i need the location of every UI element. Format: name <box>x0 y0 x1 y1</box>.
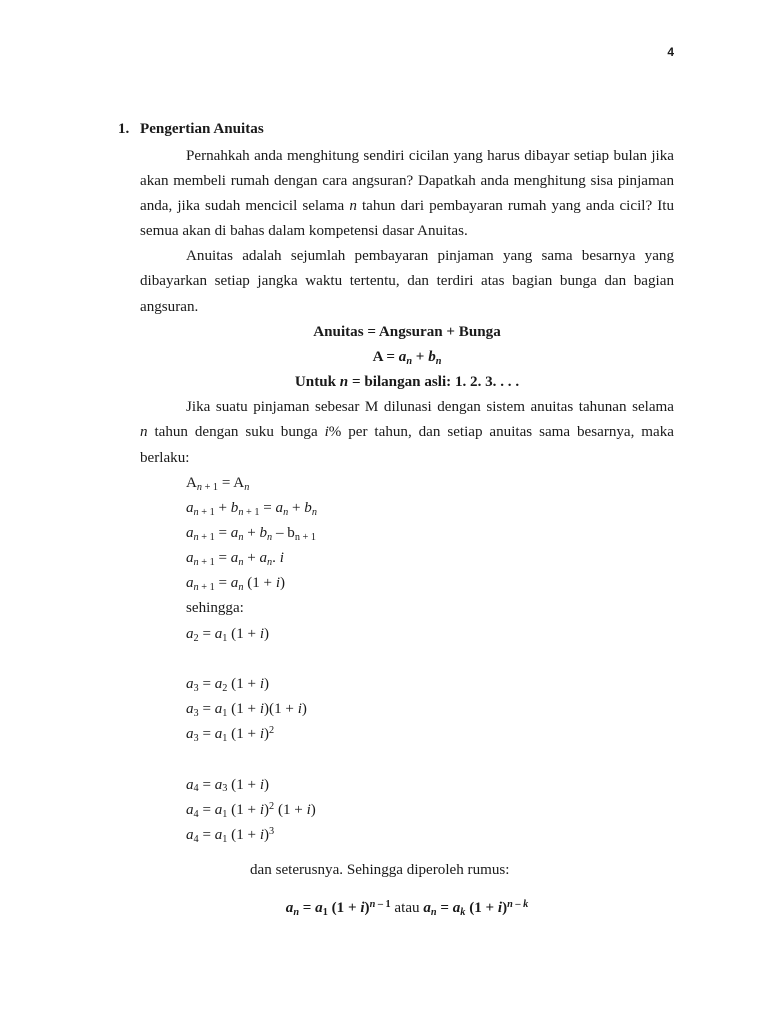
text-run: a <box>398 348 407 365</box>
subscript: n <box>283 506 289 518</box>
text-run: a <box>285 900 294 917</box>
text-run: n <box>140 424 148 441</box>
subscript: n <box>238 557 244 569</box>
derivation-steps-line <box>186 546 674 571</box>
subscript: n <box>293 907 300 919</box>
text-run: (1 + <box>465 900 498 917</box>
subscript: 4 <box>193 808 199 820</box>
text-run: A = <box>372 348 399 365</box>
loan-paragraph-line <box>140 446 674 471</box>
derivation-a3-line <box>186 672 674 697</box>
subscript: n <box>406 355 413 367</box>
definition-formulas-line <box>140 345 674 370</box>
superscript: k <box>523 899 529 911</box>
text-run: = <box>198 826 215 843</box>
subscript: + 1 <box>198 557 215 569</box>
text-run: + <box>412 348 429 365</box>
text-run: = <box>198 776 215 793</box>
general-formula-line <box>140 896 674 921</box>
text-run: = <box>198 801 215 818</box>
text-run: ) <box>502 900 508 917</box>
loan-paragraph <box>140 395 674 470</box>
text-run: sehingga: <box>186 600 244 617</box>
subscript: 3 <box>193 682 199 694</box>
text-run: Anuitas = Angsuran + Bunga <box>313 323 501 340</box>
subscript: 1 <box>322 907 328 919</box>
text-run: tahun dari pembayaran rumah yang anda cicil? Itu <box>356 197 674 214</box>
text-run: a <box>315 900 323 917</box>
subscript: 1 <box>222 808 228 820</box>
text-run: semua akan di bahas dalam kompetensi dasar Anuitas. <box>140 223 468 240</box>
text-run: i <box>360 900 365 917</box>
text-run: = <box>198 701 215 718</box>
superscript: 2 <box>269 725 275 737</box>
derivation-a4-line <box>186 823 674 848</box>
page-number: 4 <box>667 45 674 59</box>
derivation-a3-line <box>186 722 674 747</box>
derivation-a4 <box>140 773 674 848</box>
text-run: i <box>259 776 265 793</box>
subscript: + 1 <box>243 506 260 518</box>
text-run: a <box>214 801 223 818</box>
text-run: i <box>275 575 281 592</box>
text-run: a <box>423 900 431 917</box>
text-run: a <box>452 900 461 917</box>
text-run: (1 + <box>227 826 260 843</box>
text-run: a <box>214 675 223 692</box>
derivation-steps-line <box>186 521 674 546</box>
text-run: b <box>259 525 268 541</box>
text-run: a <box>214 826 223 843</box>
text-run: a <box>186 701 194 718</box>
text-run: ) <box>364 900 370 917</box>
text-run: a <box>214 701 223 718</box>
text-run: atau <box>390 900 424 917</box>
text-run: A <box>186 474 197 491</box>
text-run: i <box>297 701 302 718</box>
subscript: n <box>267 557 273 569</box>
section-number: 1. <box>118 121 130 137</box>
text-run: berlaku: <box>140 449 190 466</box>
section-heading <box>118 117 674 142</box>
text-run: = <box>198 625 215 642</box>
text-run: (1 + <box>227 776 260 793</box>
text-run: a <box>186 675 194 692</box>
subscript: 4 <box>193 783 199 795</box>
text-run: (1 + <box>243 575 276 592</box>
general-formula <box>140 896 674 921</box>
text-run: a <box>186 625 194 642</box>
text-run: b <box>230 499 239 516</box>
derivation-a3-line <box>186 697 674 722</box>
text-run: dibayarkan setiap jangka waktu tertentu, dan terdiri atas bagian bunga dan bagian <box>140 273 674 290</box>
text-run: ) <box>264 826 270 843</box>
text-run: anda, jika sudah mencicil selama <box>140 197 350 214</box>
subscript: n <box>193 531 199 543</box>
intro-paragraph <box>140 144 674 245</box>
text-run: ) <box>310 801 316 818</box>
subscript: 4 <box>193 833 199 845</box>
text-run: = <box>198 675 215 692</box>
text-run: i <box>259 701 265 718</box>
text-run: = <box>214 550 231 567</box>
loan-paragraph-line <box>140 420 674 445</box>
text-run: akan membeli rumah dengan cara angsuran? Dapatkah anda menghitung sisa pinjaman <box>140 172 674 189</box>
definition-paragraph-line <box>140 295 674 320</box>
text-run: = <box>198 726 215 743</box>
derivation-a3 <box>140 672 674 747</box>
section-title: Pengertian Anuitas <box>140 121 264 137</box>
intro-paragraph-line <box>140 144 674 169</box>
text-run: ) <box>301 701 307 718</box>
text-run: a <box>214 776 223 793</box>
text-run: n <box>339 374 349 391</box>
text-run: a <box>230 525 239 541</box>
intro-paragraph-line <box>140 219 674 244</box>
text-run: = <box>436 900 453 917</box>
text-run: i <box>259 726 265 743</box>
text-run: . <box>272 550 280 567</box>
subscript: 3 <box>193 733 199 745</box>
subscript: 3 <box>222 783 228 795</box>
text-run: (1 + <box>227 625 260 642</box>
definition-paragraph-line <box>140 244 674 269</box>
text-run: + <box>243 525 260 541</box>
text-run: a <box>186 525 194 541</box>
text-run: + <box>288 499 305 516</box>
text-run: ) <box>280 575 286 592</box>
text-run: ) <box>264 801 270 818</box>
text-run: a <box>186 776 194 793</box>
subscript: n <box>435 355 442 367</box>
subscript: 2 <box>193 632 199 644</box>
text-run: a <box>186 550 194 567</box>
text-run: Anuitas adalah sejumlah pembayaran pinjaman yang sama besarnya yang <box>186 248 674 265</box>
text-run: i <box>259 675 265 692</box>
superscript: n <box>369 899 376 911</box>
text-run: a <box>186 801 194 818</box>
text-run: b <box>428 348 436 365</box>
text-run: a <box>230 550 239 567</box>
derivation-a4-line <box>186 773 674 798</box>
text-run: i <box>324 424 329 441</box>
subscript: n <box>244 481 250 493</box>
page-content <box>118 117 674 921</box>
superscript: – 1 <box>375 899 391 911</box>
subscript: 1 <box>222 707 228 719</box>
derivation-steps-line <box>186 622 674 647</box>
text-run: i <box>279 550 284 567</box>
subscript: n <box>238 582 244 594</box>
subscript: n + 1 <box>294 531 316 543</box>
subscript: 3 <box>193 707 199 719</box>
text-run: Jika suatu pinjaman sebesar M dilunasi dengan sistem anuitas tahunan selama <box>186 399 674 416</box>
text-run: Untuk <box>294 374 340 391</box>
superscript: – <box>512 899 524 911</box>
subscript: n <box>311 506 317 518</box>
subscript: 2 <box>222 682 228 694</box>
derivation-steps-line <box>186 496 674 521</box>
subscript: n <box>193 557 199 569</box>
definition-formulas <box>140 320 674 395</box>
text-run: )(1 + <box>264 701 298 718</box>
definition-formulas-line <box>140 320 674 345</box>
derivation-steps-line <box>186 596 674 621</box>
text-run: – b <box>272 525 295 541</box>
text-run: a <box>214 625 223 642</box>
text-run: (1 + <box>227 726 260 743</box>
text-run: Pernahkah anda menghitung sendiri cicilan yang harus dibayar setiap bulan jika <box>186 147 674 164</box>
text-run: a <box>186 499 194 516</box>
definition-paragraph-line <box>140 269 674 294</box>
subscript: n <box>267 531 273 543</box>
text-run: ) <box>264 625 270 642</box>
subscript: 1 <box>222 632 228 644</box>
text-run: a <box>186 826 194 843</box>
subscript: + 1 <box>198 531 215 543</box>
text-run: % per tahun, dan setiap anuitas sama besarnya, maka <box>328 424 674 441</box>
intro-paragraph-line <box>140 194 674 219</box>
intro-paragraph-line <box>140 169 674 194</box>
text-run: a <box>275 499 284 516</box>
superscript: n <box>507 899 513 911</box>
derivation-steps-line <box>186 571 674 596</box>
text-run: n <box>349 197 357 214</box>
subscript: n <box>238 506 244 518</box>
subscript: n <box>430 907 437 919</box>
text-run: + <box>243 550 260 567</box>
subscript: 1 <box>222 733 228 745</box>
text-run: (1 + <box>227 701 260 718</box>
subscript: + 1 <box>198 506 215 518</box>
text-run: = A <box>218 474 245 491</box>
derivation-steps <box>140 471 674 647</box>
text-run: ) <box>264 726 270 743</box>
text-run: angsuran. <box>140 298 199 315</box>
text-run: b <box>304 499 312 516</box>
text-run: = <box>214 525 231 541</box>
subscript: n <box>193 506 199 518</box>
text-run: a <box>186 726 194 743</box>
text-run: = <box>299 900 316 917</box>
subscript: + 1 <box>198 582 215 594</box>
text-run: ) <box>264 776 270 793</box>
superscript: 3 <box>269 825 275 837</box>
subscript: n <box>193 582 199 594</box>
superscript: 2 <box>269 800 275 812</box>
text-run: i <box>259 801 265 818</box>
text-run: = bilangan asli: 1. 2. 3. . . . <box>348 374 520 391</box>
definition-paragraph <box>140 244 674 319</box>
text-run: + <box>214 499 231 516</box>
text-run: (1 + <box>274 801 307 818</box>
loan-paragraph-line <box>140 395 674 420</box>
text-run: a <box>259 550 268 567</box>
derivation-steps-line <box>186 471 674 496</box>
text-run: (1 + <box>227 675 260 692</box>
subscript: + 1 <box>202 481 219 493</box>
text-run: a <box>214 726 223 743</box>
subscript: n <box>238 531 244 543</box>
text-run: i <box>259 625 265 642</box>
conclusion-text: dan seterusnya. Sehingga diperoleh rumus: <box>250 862 510 878</box>
text-run: (1 + <box>227 801 260 818</box>
subscript: 1 <box>222 833 228 845</box>
text-run: (1 + <box>327 900 361 917</box>
text-run: ) <box>264 675 270 692</box>
subscript: k <box>460 907 466 919</box>
text-run: = <box>214 575 231 592</box>
text-run: a <box>230 575 239 592</box>
text-run: i <box>306 801 311 818</box>
text-run: = <box>259 499 276 516</box>
derivation-a4-line <box>186 798 674 823</box>
text-run: a <box>186 575 194 592</box>
text-run: tahun dengan suku bunga <box>147 424 325 441</box>
definition-formulas-line <box>140 370 674 395</box>
text-run: i <box>259 826 265 843</box>
subscript: n <box>196 481 203 493</box>
text-run: i <box>497 900 503 917</box>
